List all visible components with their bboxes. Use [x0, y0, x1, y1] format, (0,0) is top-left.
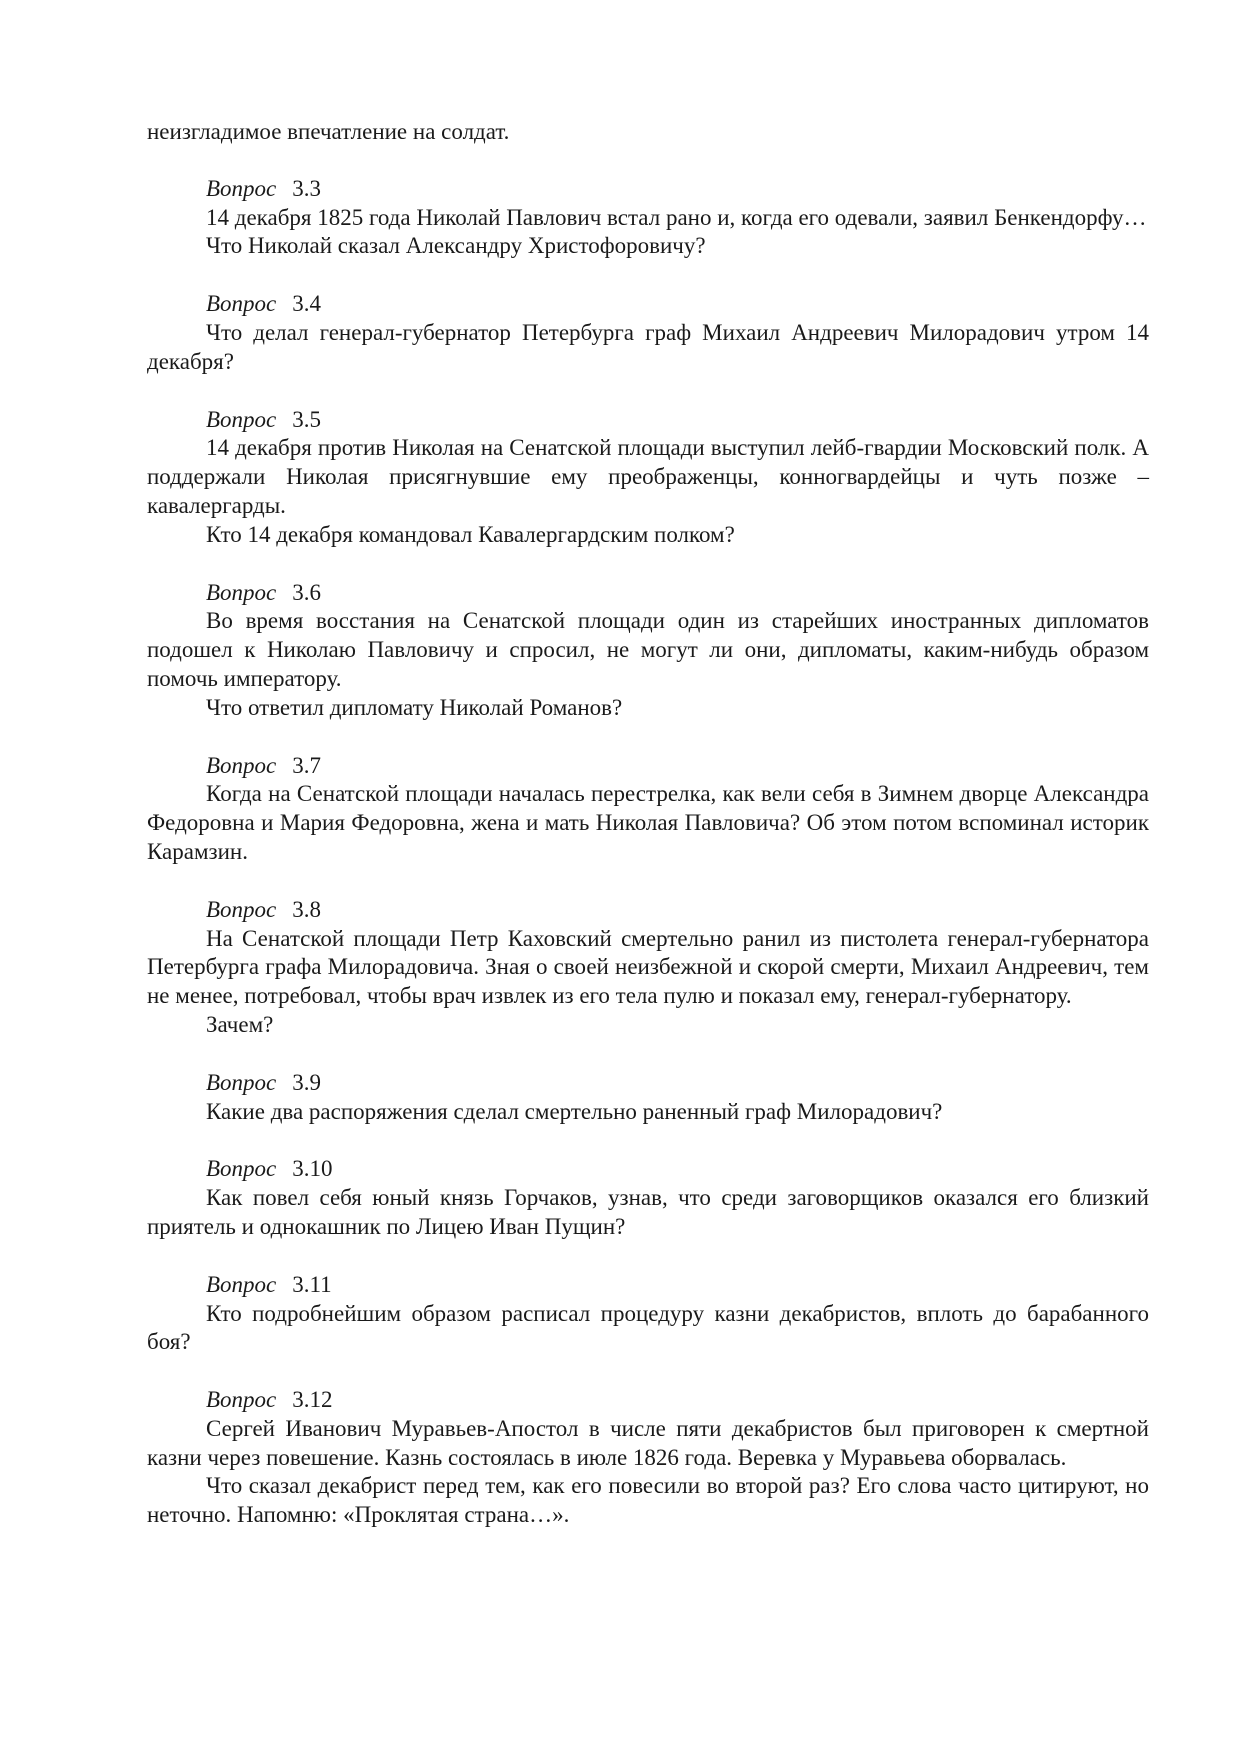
question-label: Вопрос	[206, 752, 277, 778]
intro-text: неизгладимое впечатление на солдат.	[147, 119, 510, 144]
question-3-5	[147, 406, 1149, 550]
question-3-11	[147, 1271, 1149, 1357]
question-label: Вопрос	[206, 175, 277, 201]
question-label: Вопрос	[206, 1156, 277, 1182]
question-number: 3.10	[292, 1156, 333, 1182]
question-paragraph: Когда на Сенатской площади началась перестрелка, как вели себя в Зимнем дворце Александра Федоровна и Мария Федоровна, жена и мать Николая Павловича? Об этом потом вспоминал историк Карамзин.	[147, 781, 1149, 864]
question-heading	[147, 290, 1149, 319]
question-3-10	[147, 1155, 1149, 1241]
question-paragraph: Что Николай сказал Александру Христофоровичу?	[206, 233, 706, 259]
question-paragraph: Во время восстания на Сенатской площади один из старейших иностранных дипломатов подошел к Николаю Павловичу и спросил, не могут ли они, дипломаты, каким-нибудь образом помочь императору.	[147, 608, 1149, 691]
question-paragraph: Как повел себя юный князь Горчаков, узнав, что среди заговорщиков оказался его близкий приятель и однокашник по Лицею Иван Пущин?	[147, 1185, 1149, 1239]
question-heading	[147, 1386, 1149, 1415]
question-paragraph: На Сенатской площади Петр Каховский смертельно ранил из пистолета генерал-губернатора Петербурга графа Милорадовича. Зная о своей неизбежной и скорой смерти, Михаил Андреевич, тем не менее, потребовал, чтобы врач извлек из его тела пулю и показал ему, генерал-губернатору.	[147, 925, 1149, 1009]
question-number: 3.6	[292, 579, 322, 605]
question-3-9	[147, 1069, 1149, 1127]
question-label: Вопрос	[206, 1069, 277, 1095]
document-page	[147, 118, 1149, 1559]
question-paragraph: Кто 14 декабря командовал Кавалергардским полком?	[206, 521, 735, 547]
question-paragraph: 14 декабря 1825 года Николай Павлович встал рано и, когда его одевали, заявил Бенкендорфу…	[206, 204, 1147, 230]
question-number: 3.12	[292, 1387, 333, 1413]
question-3-7	[147, 752, 1149, 867]
question-heading	[147, 406, 1149, 435]
question-number: 3.7	[292, 752, 322, 778]
question-3-6	[147, 579, 1149, 723]
question-label: Вопрос	[206, 406, 277, 432]
question-heading	[147, 1155, 1149, 1184]
question-paragraph: Какие два распоряжения сделал смертельно раненный граф Милорадович?	[206, 1098, 943, 1124]
question-heading	[147, 896, 1149, 925]
question-3-12	[147, 1386, 1149, 1530]
question-number: 3.11	[292, 1271, 332, 1297]
question-paragraph: Сергей Иванович Муравьев-Апостол в числе пяти декабристов был приговорен к смертной казни через повешение. Казнь состоялась в июле 1826 года. Веревка у Муравьева оборвалась.	[147, 1415, 1149, 1470]
question-3-4	[147, 290, 1149, 376]
question-paragraph: Что ответил дипломату Николай Романов?	[206, 694, 623, 720]
question-label: Вопрос	[206, 1271, 277, 1297]
question-number: 3.9	[292, 1069, 322, 1095]
question-paragraph: Что сказал декабрист перед тем, как его повесили во второй раз? Его слова часто цитируют, но неточно. Напомню: «Проклятая страна…».	[147, 1473, 1149, 1528]
question-heading	[147, 579, 1149, 608]
question-label: Вопрос	[206, 291, 277, 317]
question-paragraph: Зачем?	[206, 1011, 274, 1037]
question-paragraph: 14 декабря против Николая на Сенатской площади выступил лейб-гвардии Московский полк. А поддержали Николая присягнувшие ему преображенцы, конногвардейцы и чуть позже – кавалергарды.	[147, 435, 1149, 518]
question-label: Вопрос	[206, 1387, 277, 1413]
question-heading	[147, 752, 1149, 781]
question-paragraph: Что делал генерал-губернатор Петербурга граф Михаил Андреевич Милорадович утром 14 декабря?	[147, 319, 1149, 374]
question-heading	[147, 1069, 1149, 1098]
question-3-3	[147, 175, 1149, 261]
question-number: 3.3	[292, 175, 322, 201]
question-paragraph: Кто подробнейшим образом расписал процедуру казни декабристов, вплоть до барабанного боя?	[147, 1300, 1149, 1355]
question-label: Вопрос	[206, 896, 277, 922]
question-heading	[147, 175, 1149, 204]
question-heading	[147, 1271, 1149, 1300]
question-3-8	[147, 896, 1149, 1040]
question-number: 3.4	[292, 291, 322, 317]
question-number: 3.8	[292, 896, 322, 922]
question-label: Вопрос	[206, 579, 277, 605]
question-number: 3.5	[292, 406, 322, 432]
